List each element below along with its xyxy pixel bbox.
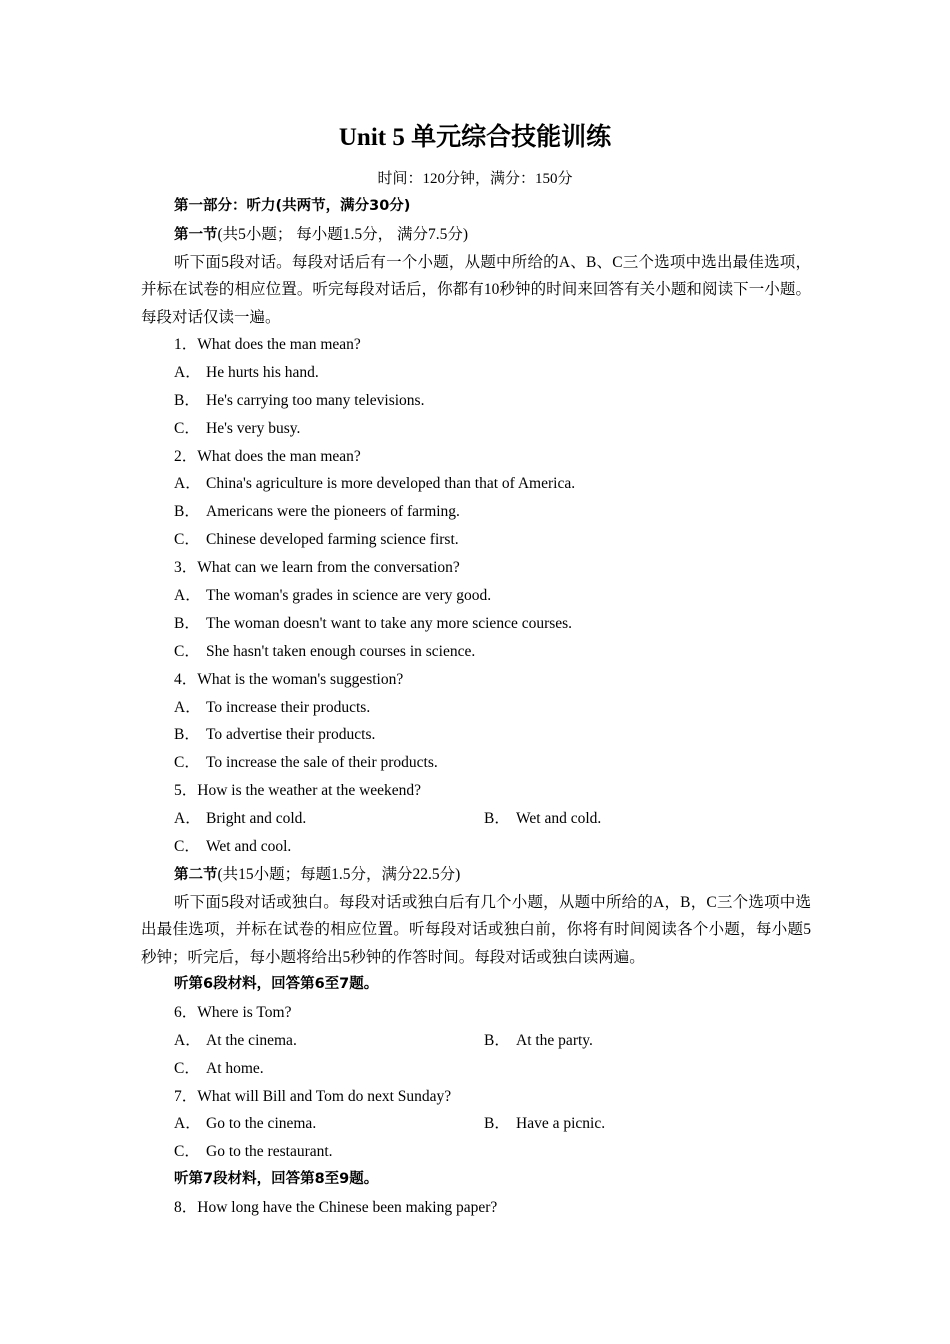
section1-instructions: 听下面5段对话。每段对话后有一个小题，从题中所给的A、B、C三个选项中选出最佳选项，并标在试卷的相应位置。听完每段对话后，你都有10秒钟的时间来回答有关小题和阅读下一小题。每段对话仅读一遍。: [141, 253, 811, 326]
option-2b: [141, 498, 811, 526]
option-text: Go to the cinema.: [206, 1115, 317, 1133]
question-7: [141, 1083, 811, 1111]
option-4c: [141, 749, 811, 777]
option-text: Have a picnic.: [516, 1115, 606, 1133]
question-4: [141, 666, 811, 694]
section1-heading-bold: 第一节: [174, 226, 218, 243]
section1-heading: [141, 221, 811, 249]
section2-instructions: 听下面5段对话或独白。每段对话或独白后有几个小题，从题中所给的A，B，C三个选项中选出最佳选项，并标在试卷的相应位置。听每段对话或独白前，你将有时间阅读各个小题，每小题5秒钟；听完后，每小题将给出5秒钟的作答时间。每段对话或独白读两遍。: [141, 893, 811, 966]
option-label: A．: [174, 698, 201, 716]
option-label: A．: [174, 1115, 201, 1133]
option-text: China's agriculture is more developed than that of America.: [206, 475, 576, 493]
option-text: The woman's grades in science are very good.: [206, 587, 492, 605]
question-number: 2．: [174, 447, 198, 465]
option-5a: [174, 805, 484, 833]
option-label: C．: [174, 754, 200, 772]
question-1: [141, 331, 811, 359]
option-label: A．: [174, 587, 201, 605]
time-info: 时间：120分钟，满分：150分: [377, 171, 573, 187]
option-4b: [141, 721, 811, 749]
option-text: At home.: [206, 1059, 264, 1077]
option-text: The woman doesn't want to take any more science courses.: [206, 614, 573, 632]
option-label: B．: [484, 1031, 510, 1049]
section2-heading: [141, 861, 811, 889]
section1-heading-rest: (共5小题； 每小题1.5分， 满分7.5分): [217, 225, 469, 243]
option-7c: [141, 1138, 811, 1166]
question-number: 8．: [174, 1199, 198, 1217]
option-7a: [174, 1110, 484, 1138]
question-3: [141, 554, 811, 582]
material-6-heading: 听第6段材料，回答第6至7题。: [174, 976, 379, 993]
option-6b: [484, 1027, 794, 1055]
page-title: Unit 5 单元综合技能训练: [338, 124, 612, 151]
question-6: [141, 999, 811, 1027]
option-label: C．: [174, 838, 200, 856]
option-text: Wet and cool.: [206, 838, 292, 856]
question-text: What is the woman's suggestion?: [197, 670, 404, 688]
question-number: 4．: [174, 670, 198, 688]
section2-heading-bold: 第二节: [174, 866, 218, 883]
question-text: Where is Tom?: [197, 1003, 292, 1021]
option-label: B．: [484, 1115, 510, 1133]
option-5b: [484, 805, 794, 833]
option-label: A．: [174, 1031, 201, 1049]
option-text: Americans were the pioneers of farming.: [206, 503, 460, 521]
question-2: [141, 443, 811, 471]
option-label: C．: [174, 642, 200, 660]
option-label: A．: [174, 810, 201, 828]
document-body: [141, 193, 811, 1222]
question-number: 5．: [174, 782, 198, 800]
option-text: Chinese developed farming science first.: [206, 531, 459, 549]
option-6a: [174, 1027, 484, 1055]
part1-heading: 第一部分：听力(共两节，满分30分): [174, 198, 411, 214]
question-number: 6．: [174, 1003, 198, 1021]
option-4a: [141, 694, 811, 722]
option-label: B．: [174, 391, 200, 409]
option-label: C．: [174, 419, 200, 437]
option-text: Bright and cold.: [206, 810, 307, 828]
question-5: [141, 777, 811, 805]
options-7ab: [141, 1110, 811, 1138]
question-number: 1．: [174, 336, 198, 353]
option-7b: [484, 1110, 794, 1138]
option-3c: [141, 638, 811, 666]
option-text: Go to the restaurant.: [206, 1143, 333, 1161]
question-number: 7．: [174, 1087, 198, 1105]
option-label: C．: [174, 531, 200, 549]
section2-heading-rest: (共15小题；每题1.5分，满分22.5分): [217, 865, 461, 883]
option-1b: [141, 387, 811, 415]
option-6c: [141, 1055, 811, 1083]
option-label: A．: [174, 475, 201, 493]
option-2c: [141, 526, 811, 554]
option-text: Wet and cold.: [516, 810, 602, 828]
option-2a: [141, 470, 811, 498]
option-label: C．: [174, 1059, 200, 1077]
option-text: He's very busy.: [206, 419, 301, 437]
option-3a: [141, 582, 811, 610]
option-label: C．: [174, 1143, 200, 1161]
question-text: What will Bill and Tom do next Sunday?: [197, 1087, 452, 1105]
option-label: B．: [484, 810, 510, 828]
question-text: How long have the Chinese been making paper?: [197, 1199, 498, 1217]
question-number: 3．: [174, 559, 198, 577]
option-label: B．: [174, 726, 200, 744]
question-text: What can we learn from the conversation?: [197, 559, 460, 577]
options-5ab: [141, 805, 811, 833]
option-label: B．: [174, 503, 200, 521]
option-text: To advertise their products.: [206, 726, 376, 744]
question-text: What does the man mean?: [197, 447, 361, 465]
options-6ab: [141, 1027, 811, 1055]
option-text: To increase their products.: [206, 698, 371, 716]
option-text: He's carrying too many televisions.: [206, 391, 425, 409]
option-1a: [141, 359, 811, 387]
option-text: To increase the sale of their products.: [206, 754, 438, 772]
option-label: A．: [174, 363, 201, 381]
option-text: She hasn't taken enough courses in science.: [206, 642, 476, 660]
option-text: At the party.: [516, 1031, 593, 1049]
question-text: What does the man mean?: [197, 336, 361, 353]
option-3b: [141, 610, 811, 638]
option-text: He hurts his hand.: [206, 363, 319, 381]
option-5c: [141, 833, 811, 861]
option-1c: [141, 415, 811, 443]
material-7-heading: 听第7段材料，回答第8至9题。: [174, 1171, 379, 1188]
option-text: At the cinema.: [206, 1031, 297, 1049]
question-8: [141, 1194, 811, 1222]
question-text: How is the weather at the weekend?: [197, 782, 422, 800]
option-label: B．: [174, 614, 200, 632]
